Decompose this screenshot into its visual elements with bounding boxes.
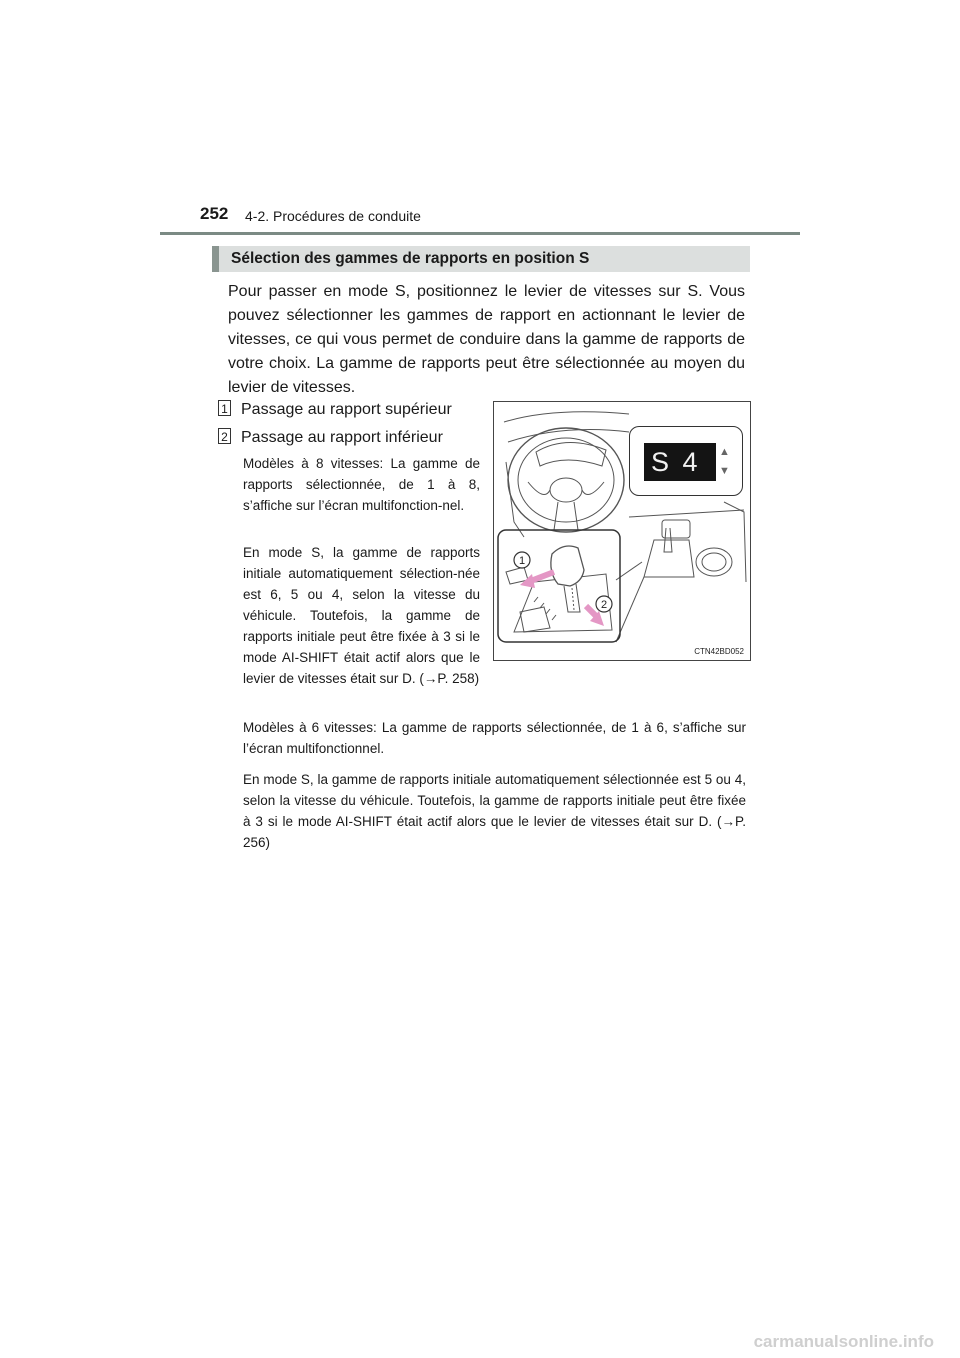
chapter-title: 4-2. Procédures de conduite xyxy=(245,208,421,224)
callout-number-2: 2 xyxy=(600,599,608,611)
step-number-badge: 2 xyxy=(218,428,231,444)
shift-lever-illustration xyxy=(493,401,751,661)
shift-indicator-arrows-icon: ▲ ▼ xyxy=(719,446,730,477)
page-number: 252 xyxy=(200,204,229,223)
step-downshift xyxy=(218,428,443,447)
section-title: Sélection des gammes de rapports en position S xyxy=(231,250,590,267)
note-8-speed-initial-range: En mode S, la gamme de rapports initiale automatiquement sélection-née est 6, 5 ou 4, selon la vitesse du véhicule. Toutefois, la gamme de rapports initiale peut être fixée à 3 si le mode AI-SHIFT était actif alors que le levier de vitesses était sur D. (→P. 258) xyxy=(243,545,480,686)
display-callout xyxy=(629,426,743,496)
step-upshift xyxy=(218,400,452,419)
figure-code: CTN42BD052 xyxy=(694,647,744,656)
watermark: carmanualsonline.info xyxy=(753,1332,934,1351)
note-6-speed: Modèles à 6 vitesses: La gamme de rapports sélectionnée, de 1 à 6, s’affiche sur l’écran multifonctionnel. xyxy=(243,720,746,756)
note-6-speed-initial-range: En mode S, la gamme de rapports initiale automatiquement sélectionnée est 5 ou 4, selon la vitesse du véhicule. Toutefois, la gamme de rapports initiale peut être fixée à 3 si le mode AI-SHIFT était actif alors que le levier de vitesses était sur D. (→P. 256) xyxy=(243,772,746,850)
section-heading xyxy=(212,246,750,272)
callout-number-1: 1 xyxy=(518,555,526,567)
gear-range-display: S 4 xyxy=(644,443,716,481)
intro-paragraph: Pour passer en mode S, positionnez le levier de vitesses sur S. Vous pouvez sélectionner les gammes de rapport en actionnant le levier de vitesses, ce qui vous permet de conduire dans la gamme de rapports de votre choix. La gamme de rapports peut être sélectionnée au moyen du levier de vitesses. xyxy=(228,283,745,396)
step-number-badge: 1 xyxy=(218,400,231,416)
step-label: Passage au rapport inférieur xyxy=(241,429,443,446)
note-8-speed: Modèles à 8 vitesses: La gamme de rapports sélectionnée, de 1 à 8, s’affiche sur l’écran multifonction-nel. xyxy=(243,456,480,513)
step-label: Passage au rapport supérieur xyxy=(241,401,452,418)
header-rule xyxy=(160,232,800,235)
